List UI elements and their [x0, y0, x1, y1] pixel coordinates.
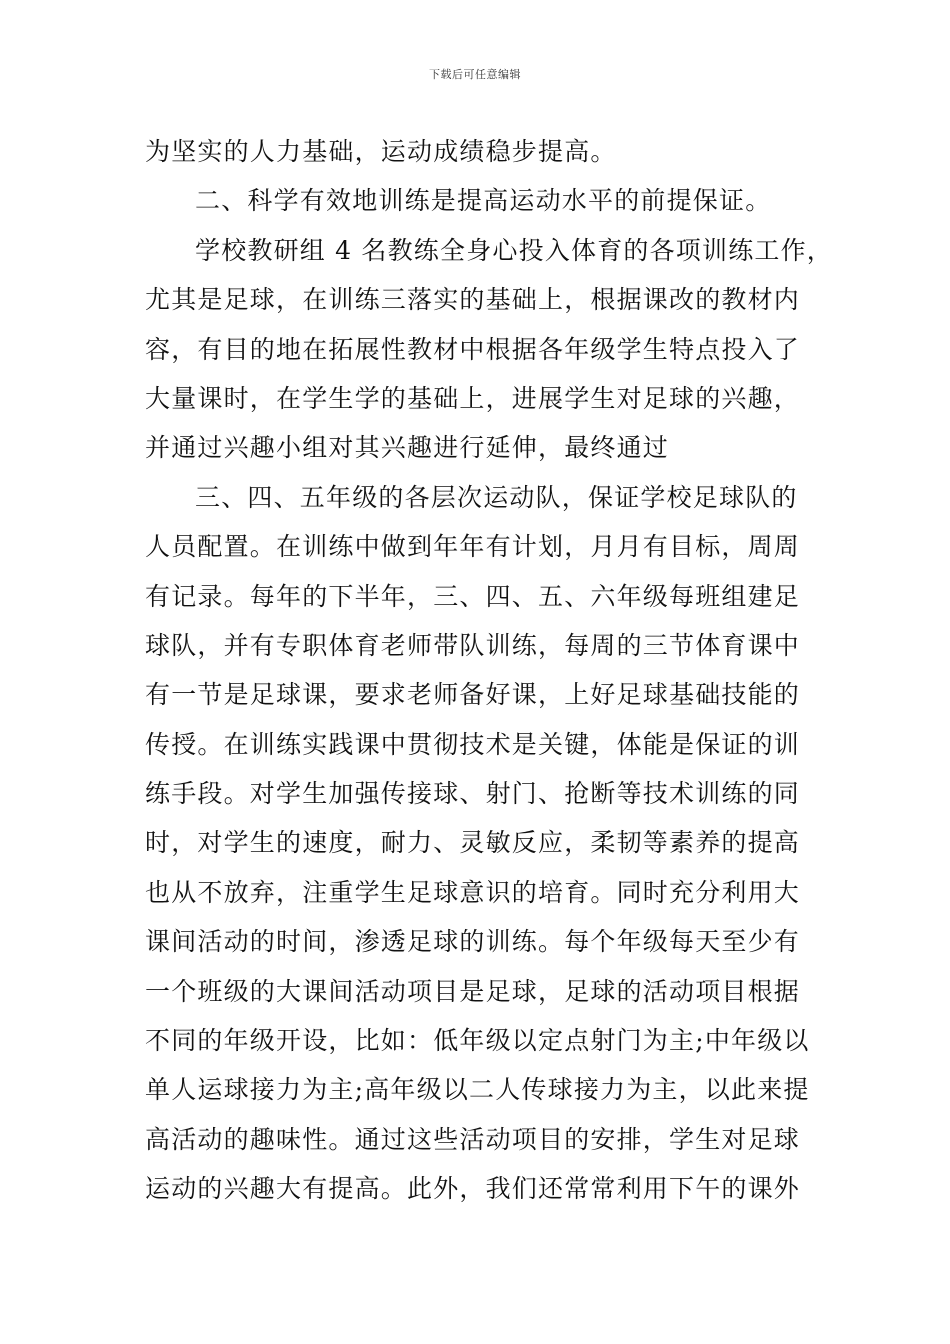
text-line: 课间活动的时间，渗透足球的训练。每个年级每天至少有: [145, 927, 801, 957]
text-line: 为坚实的人力基础，运动成绩稳步提高。: [145, 137, 617, 166]
text-line: 高活动的趣味性。通过这些活动项目的安排，学生对足球: [145, 1124, 801, 1154]
text-line: 尤其是足球，在训练三落实的基础上，根据课改的教材内: [145, 285, 801, 315]
text-line: 学校教研组 4 名教练全身心投入体育的各项训练工作，: [195, 235, 834, 265]
text-line: 运动的兴趣大有提高。此外，我们还常常利用下午的课外: [145, 1174, 801, 1204]
text-line: 传授。在训练实践课中贯彻技术是关键，体能是保证的训: [145, 729, 801, 759]
text-line: 有一节是足球课，要求老师备好课，上好足球基础技能的: [145, 680, 801, 710]
document-body: [145, 127, 834, 1214]
text-line: 容，有目的地在拓展性教材中根据各年级学生特点投入了: [145, 334, 801, 364]
text-line: 也从不放弃，注重学生足球意识的培育。同时充分利用大: [145, 877, 801, 907]
text-line: 时，对学生的速度，耐力、灵敏反应，柔韧等素养的提高: [145, 828, 801, 858]
text-line: 练手段。对学生加强传接球、射门、抢断等技术训练的同: [145, 779, 801, 809]
text-line: 人员配置。在训练中做到年年有计划，月月有目标，周周: [145, 532, 801, 562]
text-line: 不同的年级开设，比如：低年级以定点射门为主;中年级以: [145, 1026, 810, 1056]
page-header: 下载后可任意编辑: [429, 68, 521, 81]
section-heading: 二、科学有效地训练是提高运动水平的前提保证。: [195, 186, 772, 216]
text-line: 三、四、五年级的各层次运动队，保证学校足球队的: [195, 482, 798, 512]
text-line: 球队，并有专职体育老师带队训练，每周的三节体育课中: [145, 630, 801, 660]
text-line: 有记录。每年的下半年，三、四、五、六年级每班组建足: [145, 581, 801, 611]
text-line: 一个班级的大课间活动项目是足球，足球的活动项目根据: [145, 976, 801, 1006]
text-line: 并通过兴趣小组对其兴趣进行延伸，最终通过: [145, 433, 670, 463]
text-line: 单人运球接力为主;高年级以二人传球接力为主，以此来提: [145, 1075, 810, 1105]
text-line: 大量课时，在学生学的基础上，进展学生对足球的兴趣，: [145, 383, 801, 413]
